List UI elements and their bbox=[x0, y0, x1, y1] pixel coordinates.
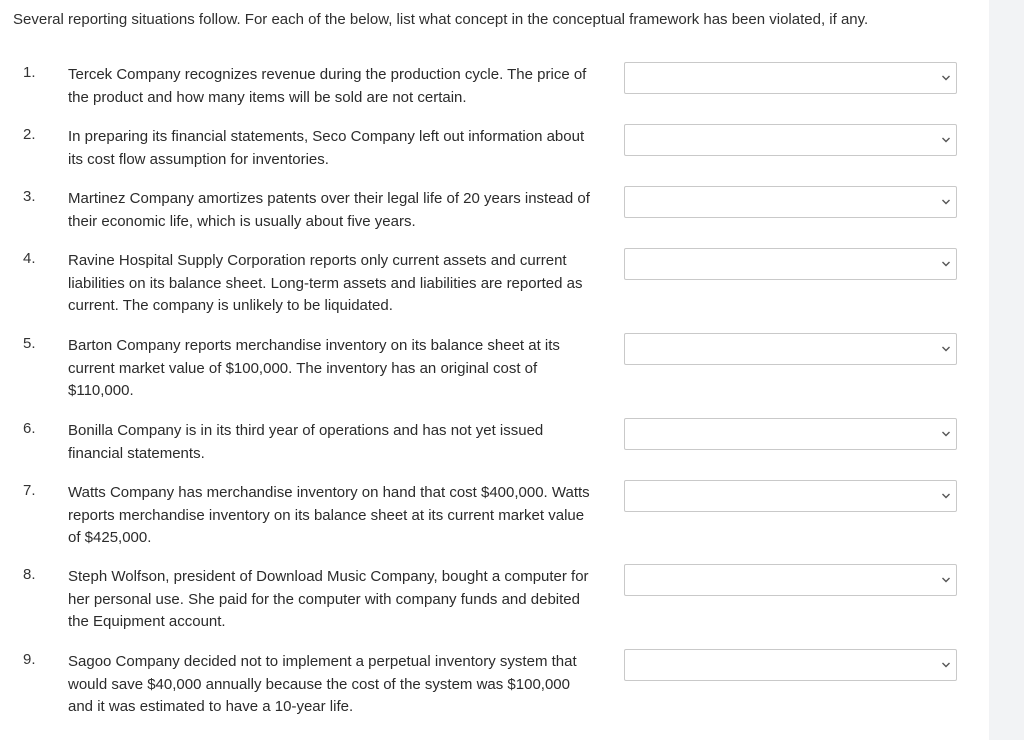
question-text: Barton Company reports merchandise inventory on its balance sheet at its current market value of $100,000. The inventory has an original cost of $110,000. bbox=[68, 337, 560, 399]
chevron-down-icon bbox=[941, 198, 951, 206]
answer-dropdown-7[interactable] bbox=[624, 480, 957, 512]
question-text: Ravine Hospital Supply Corporation reports only current assets and current liabilities on its balance sheet. Long-term assets and liabilities are reported as current. The company is unlikely to be liquidated. bbox=[68, 252, 583, 314]
question-number: 3. bbox=[23, 188, 36, 205]
question-text: Bonilla Company is in its third year of operations and has not yet issued financial statements. bbox=[68, 422, 544, 462]
question-number: 8. bbox=[23, 566, 36, 583]
question-text: Tercek Company recognizes revenue during the production cycle. The price of the product and how many items will be sold are not certain. bbox=[68, 66, 587, 106]
chevron-down-icon bbox=[941, 576, 951, 584]
question-text: Martinez Company amortizes patents over their legal life of 20 years instead of their economic life, which is usually about five years. bbox=[68, 190, 590, 230]
question-number: 7. bbox=[23, 482, 36, 499]
question-text: In preparing its financial statements, Seco Company left out information about its cost flow assumption for inventories. bbox=[68, 128, 585, 168]
chevron-down-icon bbox=[941, 492, 951, 500]
chevron-down-icon bbox=[941, 661, 951, 669]
chevron-down-icon bbox=[941, 430, 951, 438]
question-text: Sagoo Company decided not to implement a perpetual inventory system that would save $40,000 annually because the cost of the system was $100,000 and it was estimated to have a 10-year life. bbox=[68, 653, 577, 715]
question-number: 5. bbox=[23, 335, 36, 352]
question-number: 9. bbox=[23, 651, 36, 668]
question-number: 1. bbox=[23, 64, 36, 81]
question-number: 2. bbox=[23, 126, 36, 143]
answer-dropdown-3[interactable] bbox=[624, 186, 957, 218]
question-text: Watts Company has merchandise inventory on hand that cost $400,000. Watts reports merchandise inventory on its balance sheet at its current market value of $425,000. bbox=[68, 484, 590, 546]
answer-dropdown-8[interactable] bbox=[624, 564, 957, 596]
right-gutter bbox=[989, 0, 1024, 740]
answer-dropdown-4[interactable] bbox=[624, 248, 957, 280]
answer-dropdown-2[interactable] bbox=[624, 124, 957, 156]
question-text: Steph Wolfson, president of Download Music Company, bought a computer for her personal use. She paid for the computer with company funds and debited the Equipment account. bbox=[68, 568, 589, 630]
instructions-text: Several reporting situations follow. For each of the below, list what concept in the conceptual framework has been violated, if any. bbox=[13, 11, 869, 28]
answer-dropdown-9[interactable] bbox=[624, 649, 957, 681]
question-number: 6. bbox=[23, 420, 36, 437]
answer-dropdown-5[interactable] bbox=[624, 333, 957, 365]
chevron-down-icon bbox=[941, 345, 951, 353]
answer-dropdown-6[interactable] bbox=[624, 418, 957, 450]
chevron-down-icon bbox=[941, 260, 951, 268]
chevron-down-icon bbox=[941, 136, 951, 144]
question-number: 4. bbox=[23, 250, 36, 267]
answer-dropdown-1[interactable] bbox=[624, 62, 957, 94]
chevron-down-icon bbox=[941, 74, 951, 82]
